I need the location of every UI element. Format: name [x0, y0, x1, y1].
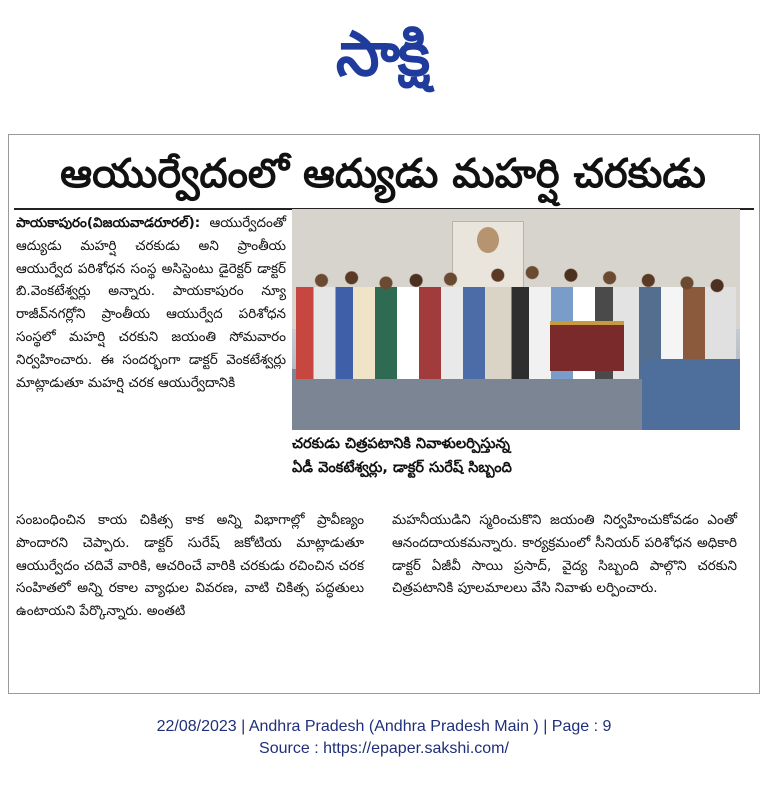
masthead	[0, 0, 768, 108]
photo-caption	[292, 432, 740, 504]
article-column-2: మహనీయుడిని స్మరించుకొని జయంతి నిర్వహించుకోవడం ఎంతో ఆనందదాయకమన్నారు. కార్యక్రమంలో సీనియర్ పరిశోధన అధికారి డాక్టర్ ఏజీవీ సాయి ప్రసాద్, వైద్య సిబ్బంది పాల్గొని చరకుని చిత్రపటానికి పూలమాలలు వేసి నివాళు లర్పించారు.	[392, 512, 737, 597]
article-column-1	[16, 212, 286, 394]
article-dateline: పాయకాపురం(విజయవాడరూరల్):	[16, 215, 201, 231]
event-photo	[292, 209, 740, 430]
article-body-part-1: ఆయుర్వేదంతో ఆద్యుడు మహర్షి చరకుడు అని ప్రాంతీయ ఆయుర్వేద పరిశోధన సంస్థ అసిస్టెంటు డైరెక్టర్ డాక్టర్ బి.వెంకటేశ్వర్లు అన్నారు. పాయకాపురం న్యూ రాజీవ్‌నగర్లోని ప్రాంతీయ ఆయుర్వేద పరిశోధన సంస్థలో మహర్షి చరకుని జయంతి సోమవారం నిర్వహించారు. ఈ సందర్భంగా డాక్టర్ వెంకటేశ్వర్లు మాట్లాడుతూ మహర్షి చరక ఆయుర్వేదానికి	[16, 215, 286, 391]
footer-source-link[interactable]: Source : https://epaper.sakshi.com/	[259, 740, 509, 757]
photo-portrait	[477, 227, 499, 253]
photo-chairs	[642, 359, 740, 430]
article-headline: ఆయుర్వేదంలో ఆద్యుడు మహర్షి చరకుడు	[60, 151, 706, 197]
sakshi-logo: సాక్షి	[335, 17, 429, 90]
photo-table	[550, 321, 624, 371]
footer-edition-info: 22/08/2023 | Andhra Pradesh (Andhra Pradesh Main ) | Page : 9	[156, 718, 612, 735]
photo-caption-line-2: ఏడీ వెంకటేశ్వర్లు, డాక్టర్ సురేష్ సిబ్బంది	[292, 460, 512, 476]
article-column-1b: సంబంధించిన కాయ చికిత్స కాక అన్ని విభాగాల్లో ప్రావీణ్యం పొందారని చెప్పారు. డాక్టర్ సురేష్ జకోటియ మాట్లాడుతూ ఆయుర్వేదం చదివే వారికి, ఆచరించే వారికి చరకుడు రచించిన చరక సంహితలో అన్ని రకాల వ్యాధుల వివరణ, వాటి చికిత్స పద్ధతులు ఉంటాయని పేర్కొన్నారు. అంతటి	[16, 512, 364, 620]
page-footer	[0, 716, 768, 760]
photo-caption-line-1: చరకుడు చిత్రపటానికి నివాళులర్పిస్తున్న	[292, 436, 511, 452]
